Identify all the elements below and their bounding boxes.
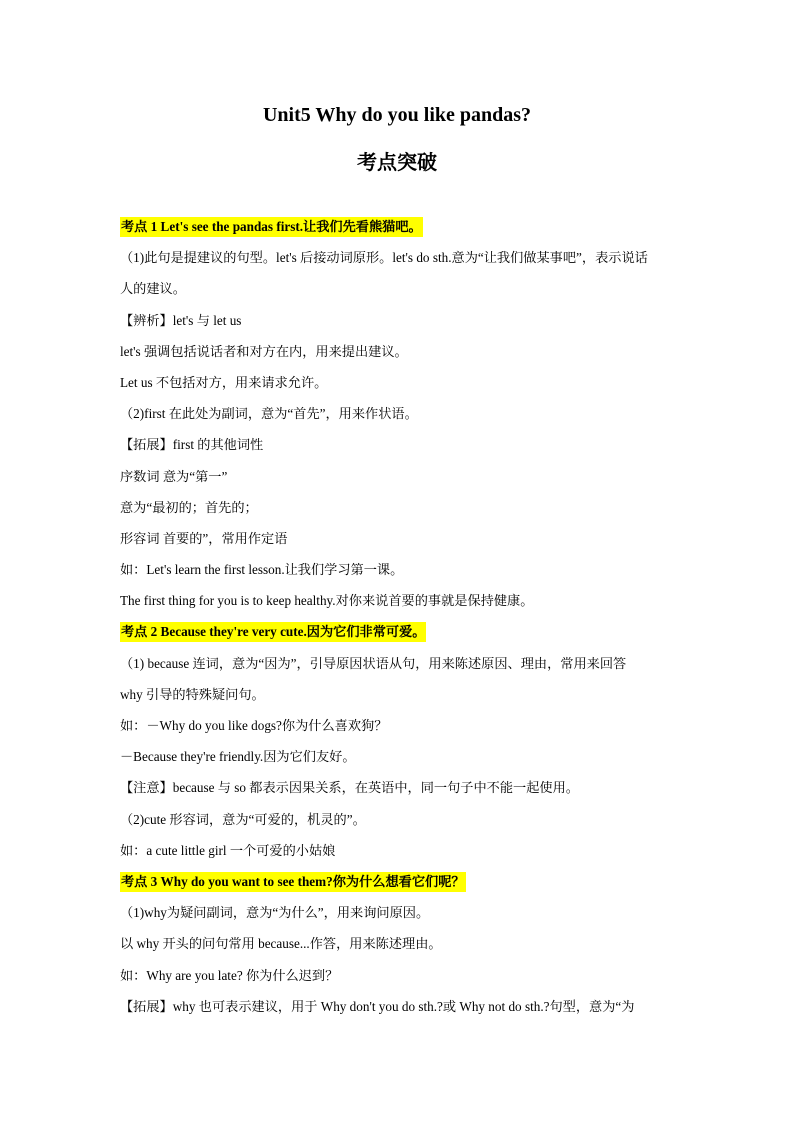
body-line: 形容词 首要的”，常用作定语 xyxy=(120,530,288,546)
body-line: 人的建议。 xyxy=(120,281,186,297)
body-line: why 引导的特殊疑问句。 xyxy=(120,686,265,702)
body-line: （1)why为疑问副词，意为“为什么”，用来询问原因。 xyxy=(120,905,430,921)
body-line: 【注意】because 与 so 都表示因果关系，在英语中，同一句子中不能一起使用。 xyxy=(120,780,579,796)
document-title: Unit5 Why do you like pandas? xyxy=(262,104,532,126)
body-line: The first thing for you is to keep healthy.对你来说首要的事就是保持健康。 xyxy=(120,593,534,609)
section-heading-1: 考点 1 Let's see the pandas first.让我们先看熊猫吧。 xyxy=(120,217,423,237)
body-line xyxy=(120,211,680,242)
document-body xyxy=(120,211,680,1022)
body-line xyxy=(120,616,680,647)
body-line: 如：Let's learn the first lesson.让我们学习第一课。 xyxy=(120,562,404,578)
section-heading-2: 考点 2 Because they're very cute.因为它们非常可爱。 xyxy=(120,622,426,642)
body-line: Let us 不包括对方，用来请求允许。 xyxy=(120,374,328,390)
body-line: 【拓展】first 的其他词性 xyxy=(120,437,264,453)
body-line: （2)first 在此处为副词，意为“首先”，用来作状语。 xyxy=(120,406,418,422)
body-line: （2)cute 形容词，意为“可爱的，机灵的”。 xyxy=(120,811,366,827)
body-line: 如：－Why do you like dogs?你为什么喜欢狗？ xyxy=(120,718,388,733)
body-line: （1)此句是提建议的句型。let's 后接动词原形。let's do sth.意为“让我们做某事吧”，表示说话 xyxy=(120,250,648,266)
body-line: 【辨析】let's 与 let us xyxy=(120,312,242,328)
body-line: －Because they're friendly.因为它们友好。 xyxy=(120,749,356,765)
body-line xyxy=(120,866,680,897)
body-line: 意为“最初的；首先的； xyxy=(120,499,258,515)
body-line: 以 why 开头的问句常用 because...作答，用来陈述理由。 xyxy=(120,936,442,952)
section-heading-3: 考点 3 Why do you want to see them?你为什么想看它们呢？ xyxy=(120,872,466,892)
body-line: 序数词 意为“第一” xyxy=(120,468,228,484)
body-line: 【拓展】why 也可表示建议，用于 Why don't you do sth.?或 Why not do sth.?句型，意为“为 xyxy=(120,998,635,1014)
body-line: 如：a cute little girl 一个可爱的小姑娘 xyxy=(120,842,336,858)
body-line: （1) because 连词，意为“因为”，引导原因状语从句，用来陈述原因、理由，常用来回答 xyxy=(120,655,627,671)
document-subtitle: 考点突破 xyxy=(357,152,437,174)
body-line: let's 强调包括说话者和对方在内，用来提出建议。 xyxy=(120,343,408,359)
body-line: 如：Why are you late? 你为什么迟到？ xyxy=(120,967,339,983)
